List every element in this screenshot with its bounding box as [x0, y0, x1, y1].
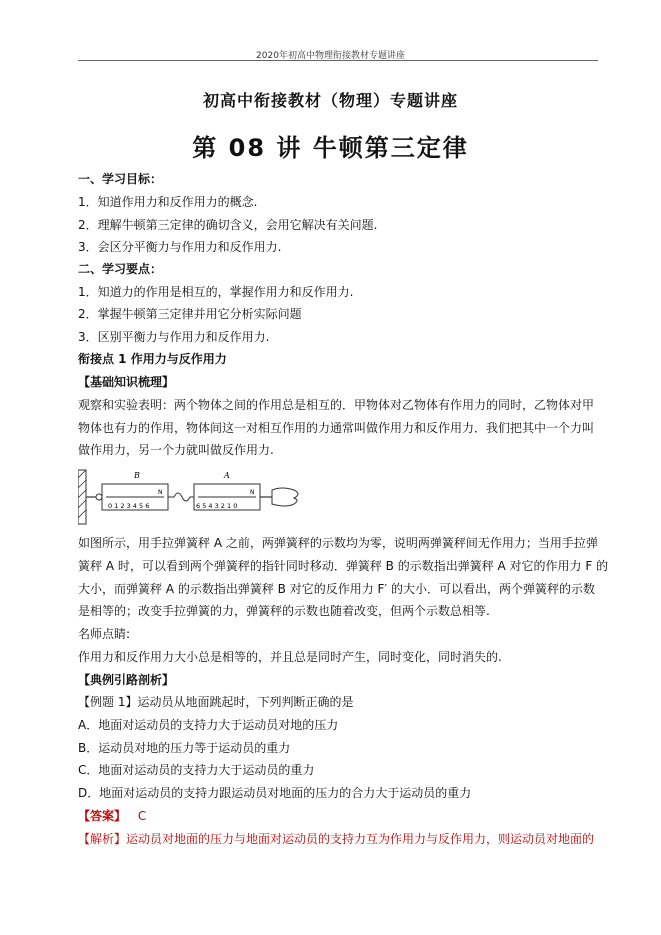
scale-b-label: B — [134, 471, 140, 480]
header-divider — [78, 60, 598, 61]
tip-text: 作用力和反作用力大小总是相等的，并且总是同时产生，同时变化，同时消失的. — [78, 650, 502, 664]
section-heading: 衔接点 1 作用力与反作用力 — [78, 352, 227, 366]
option-a: A．地面对运动员的支持力大于运动员对地的压力 — [78, 718, 339, 732]
spring-scale-diagram — [78, 466, 302, 528]
example-question: 【例题 1】运动员从地面跳起时，下列判断正确的是 — [78, 695, 354, 709]
doc-subtitle: 初高中衔接教材（物理）专题讲座 — [202, 91, 458, 110]
paragraph-line: 簧秤 A 时，可以看到两个弹簧秤的指针同时移动．弹簧秤 B 的示数指出弹簧秤 A 对它的作用力 F 的 — [78, 559, 609, 573]
goal-item: 2．理解牛顿第三定律的确切含义，会用它解决有关问题. — [78, 218, 378, 232]
analysis-text: 【解析】运动员对地面的压力与地面对运动员的支持力互为作用力与反作用力，则运动员对地面的 — [78, 832, 595, 846]
scale-a-numbers: 6 5 4 3 2 1 0 — [196, 502, 238, 510]
answer-label: 【答案】 — [78, 809, 127, 823]
paragraph-line: 物体也有力的作用，物体间这一对相互作用的力通常叫做作用力和反作用力．我们把其中一个力叫 — [78, 421, 595, 435]
option-b: B．运动员对地的压力等于运动员的重力 — [78, 741, 291, 755]
tip-label: 名师点睛: — [78, 627, 131, 641]
basics-label: 【基础知识梳理】 — [78, 375, 175, 389]
paragraph-line: 如图所示，用手拉弹簧秤 A 之前，两弹簧秤的示数均为零，说明两弹簧秤间无作用力；当用手拉弹 — [78, 536, 598, 550]
example-label: 【典例引路剖析】 — [78, 673, 175, 687]
option-d: D．地面对运动员的支持力跟运动员对地面的压力的合力大于运动员的重力 — [78, 786, 472, 800]
goals-heading: 一、学习目标： — [78, 172, 163, 186]
option-c: C．地面对运动员的支持力大于运动员的重力 — [78, 763, 315, 777]
answer-line — [78, 809, 146, 823]
point-item: 1．知道力的作用是相互的，掌握作用力和反作用力. — [78, 285, 354, 299]
paragraph-line: 做作用力，另一个力就叫做反作用力. — [78, 443, 274, 457]
scale-b-unit: N — [158, 489, 163, 496]
paragraph-line: 是相等的；改变手拉弹簧的力，弹簧秤的示数也随着改变，但两个示数总相等. — [78, 604, 490, 618]
scale-a-label: A — [224, 471, 230, 480]
scale-a-unit: N — [250, 489, 255, 496]
doc-title: 第 08 讲 牛顿第三定律 — [192, 134, 469, 162]
hand-icon — [272, 488, 298, 506]
point-item: 2．掌握牛顿第三定律并用它分析实际问题 — [78, 307, 302, 321]
paragraph-line: 观察和实验表明：两个物体之间的作用总是相互的．甲物体对乙物体有作用力的同时，乙物体对甲 — [78, 398, 595, 412]
answer-value: C — [137, 809, 147, 823]
page-header: 2020年初高中物理衔接教材专题讲座 — [256, 51, 405, 61]
paragraph-line: 大小，而弹簧秤 A 的示数指出弹簧秤 B 对它的反作用力 F′ 的大小．可以看出，两个弹簧秤的示数 — [78, 582, 595, 596]
goal-item: 1．知道作用力和反作用力的概念. — [78, 195, 258, 209]
points-heading: 二、学习要点： — [78, 262, 163, 276]
goal-item: 3．会区分平衡力与作用力和反作用力. — [78, 240, 282, 254]
point-item: 3．区别平衡力与作用力和反作用力. — [78, 330, 270, 344]
scale-b-numbers: 0 1 2 3 4 5 6 — [108, 502, 150, 510]
